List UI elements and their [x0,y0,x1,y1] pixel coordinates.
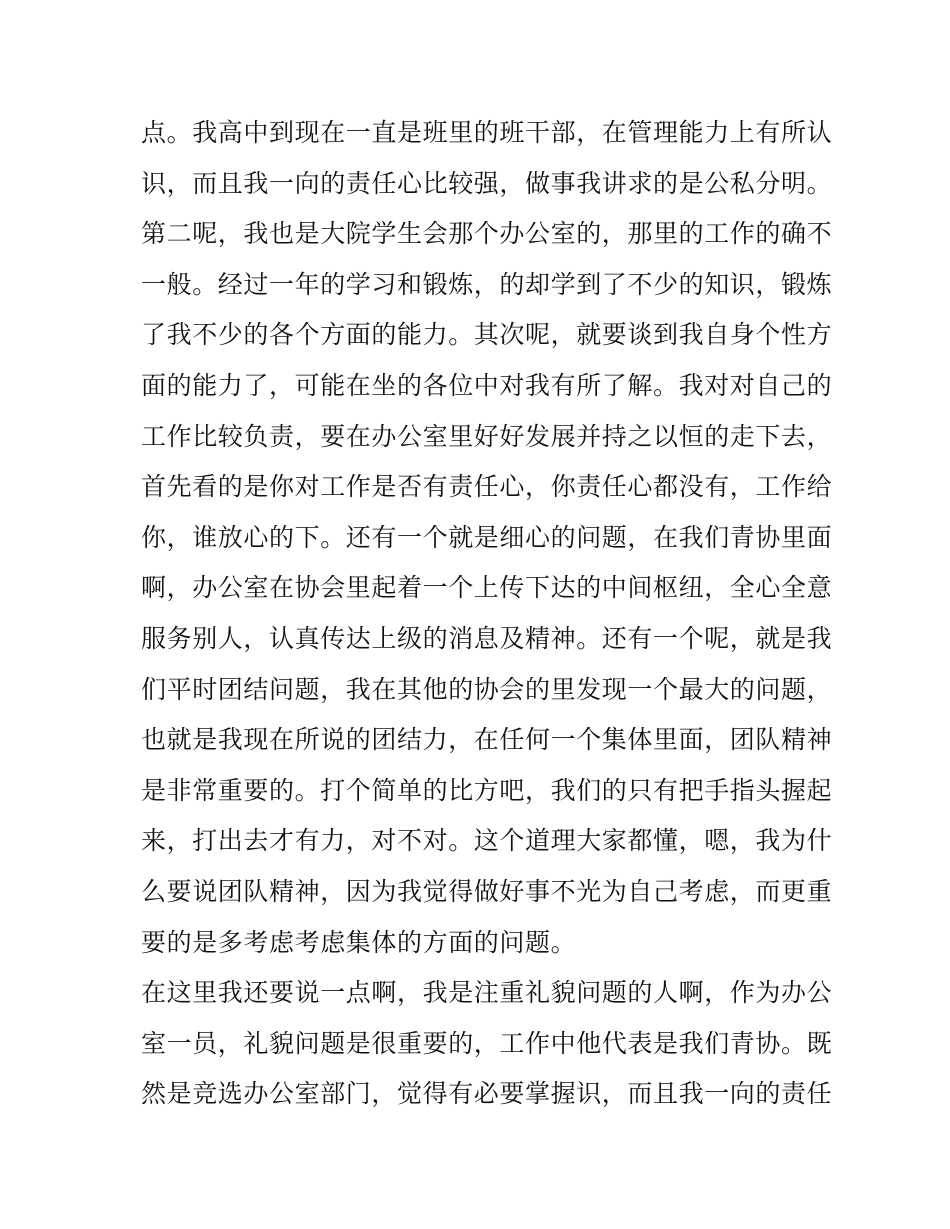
text-line-16: 么要说团队精神，因为我觉得做好事不光为自己考虑，而更重 [141,876,833,906]
text-line-14: 是非常重要的。打个简单的比方吧，我们的只有把手指头握起 [141,775,833,805]
body-text [141,108,833,1120]
text-line-15: 来，打出去才有力，对不对。这个道理大家都懂，嗯，我为什 [141,826,833,856]
text-line-6: 面的能力了，可能在坐的各位中对我有所了解。我对对自己的 [141,370,833,400]
text-line-1: 点。我高中到现在一直是班里的班干部，在管理能力上有所认 [141,118,833,147]
text-line-20: 然是竞选办公室部门，觉得有必要掌握识，而且我一向的责任 [141,1079,833,1109]
text-line-2: 识，而且我一向的责任心比较强，做事我讲求的是公私分明。 [141,168,833,198]
text-line-3: 第二呢，我也是大院学生会那个办公室的，那里的工作的确不 [141,219,833,249]
text-line-17: 要的是多考虑考虑集体的方面的问题。 [141,927,577,957]
text-line-8: 首先看的是你对工作是否有责任心，你责任心都没有，工作给 [141,472,833,502]
text-line-5: 了我不少的各个方面的能力。其次呢，就要谈到我自身个性方 [141,320,833,350]
text-line-10: 啊，办公室在协会里起着一个上传下达的中间枢纽，全心全意 [141,573,833,603]
text-line-18: 在这里我还要说一点啊，我是注重礼貌问题的人啊，作为办公 [141,978,833,1008]
text-line-7: 工作比较负责，要在办公室里好好发展并持之以恒的走下去， [141,421,833,451]
text-line-12: 们平时团结问题，我在其他的协会的里发现一个最大的问题， [141,674,833,704]
text-line-11: 服务别人，认真传达上级的消息及精神。还有一个呢，就是我 [141,623,833,653]
text-line-13: 也就是我现在所说的团结力，在任何一个集体里面，团队精神 [141,725,833,755]
text-line-9: 你，谁放心的下。还有一个就是细心的问题，在我们青协里面 [141,522,833,552]
text-line-19: 室一员，礼貌问题是很重要的，工作中他代表是我们青协。既 [141,1028,833,1058]
text-line-4: 一般。经过一年的学习和锻炼，的却学到了不少的知识，锻炼 [141,269,833,299]
